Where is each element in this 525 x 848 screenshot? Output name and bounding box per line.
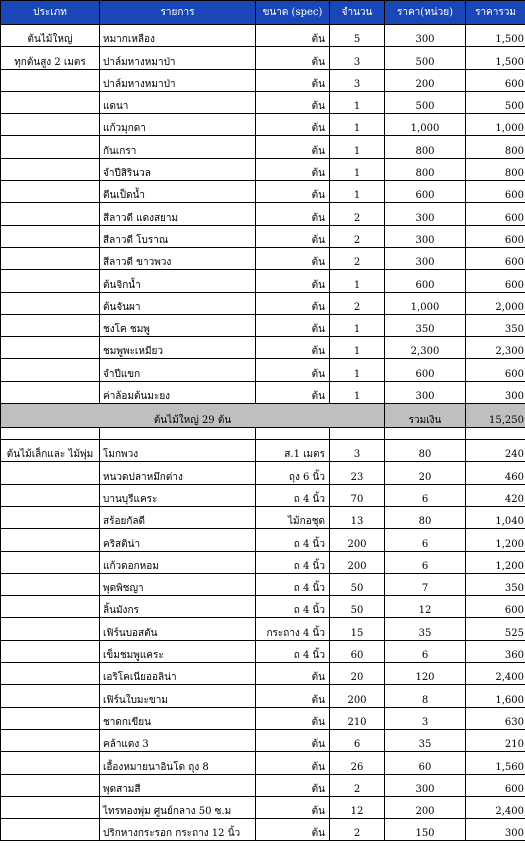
category-cell [1, 774, 100, 796]
table-row [1, 314, 525, 336]
table-row [1, 181, 525, 203]
total-cell: 1,560 [466, 752, 525, 774]
qty-cell: 2 [330, 774, 385, 796]
total-cell: 360 [466, 640, 525, 662]
item-cell: ปาล์มหางหมาป่า [100, 69, 256, 91]
header-item: รายการ [100, 1, 256, 25]
total-cell: 420 [466, 484, 525, 506]
unit-price-cell: 35 [385, 729, 466, 751]
unit-price-cell: 35 [385, 618, 466, 640]
item-cell: แก้วมุกดา [100, 114, 256, 136]
unit-price-cell: 7 [385, 573, 466, 595]
table-row [1, 359, 525, 381]
item-cell: คล้าแดง 3 [100, 729, 256, 751]
qty-cell: 15 [330, 618, 385, 640]
spacer-row [1, 428, 525, 440]
category-cell [1, 69, 100, 91]
spec-cell: ต้น [256, 158, 330, 180]
item-cell: กันเกรา [100, 136, 256, 158]
category-cell [1, 225, 100, 247]
spec-cell: ต้น [256, 381, 330, 403]
spacer-cell [466, 428, 525, 440]
category-cell [1, 551, 100, 573]
total-cell: 1,600 [466, 685, 525, 707]
table-row [1, 47, 525, 69]
qty-cell: 23 [330, 462, 385, 484]
table-row [1, 707, 525, 729]
unit-price-cell: 500 [385, 47, 466, 69]
unit-price-cell: 60 [385, 752, 466, 774]
table-row [1, 292, 525, 314]
table-row [1, 337, 525, 359]
total-cell: 600 [466, 359, 525, 381]
total-cell: 600 [466, 596, 525, 618]
category-cell [1, 158, 100, 180]
total-cell: 600 [466, 181, 525, 203]
item-cell: ค่าล้อมต้นมะยง [100, 381, 256, 403]
category-cell [1, 819, 100, 841]
category-cell [1, 663, 100, 685]
qty-cell: 1 [330, 314, 385, 336]
unit-price-cell: 80 [385, 506, 466, 528]
item-cell: สีลาวดี ขาวพวง [100, 247, 256, 269]
qty-cell: 5 [330, 25, 385, 47]
header-spec: ขนาด (spec) [256, 1, 330, 25]
spec-cell: ถ 4 นิ้ว [256, 596, 330, 618]
header-row [1, 1, 525, 25]
category-cell [1, 462, 100, 484]
unit-price-cell: 300 [385, 381, 466, 403]
header-unit-price: ราคา(หน่วย) [385, 1, 466, 25]
category-cell [1, 114, 100, 136]
table-row [1, 440, 525, 462]
item-cell: สีลาวดี โบราณ [100, 225, 256, 247]
total-cell: 350 [466, 573, 525, 595]
table-row [1, 729, 525, 751]
spec-cell: ถ 4 นิ้ว [256, 640, 330, 662]
total-cell: 600 [466, 270, 525, 292]
qty-cell: 60 [330, 640, 385, 662]
unit-price-cell: 80 [385, 440, 466, 462]
qty-cell: 3 [330, 69, 385, 91]
spec-cell: ต้น [256, 25, 330, 47]
spacer-cell [100, 428, 256, 440]
unit-price-cell: 6 [385, 484, 466, 506]
item-cell: จำปีสิรินวล [100, 158, 256, 180]
total-cell: 525 [466, 618, 525, 640]
item-cell: สร้อยกัลดี [100, 506, 256, 528]
category-cell [1, 484, 100, 506]
spec-cell: ต้น [256, 337, 330, 359]
qty-cell: 13 [330, 506, 385, 528]
spec-cell: ต้น [256, 685, 330, 707]
spec-cell: กระถาง 4 นิ้ว [256, 618, 330, 640]
total-cell: 800 [466, 158, 525, 180]
unit-price-cell: 6 [385, 529, 466, 551]
total-cell: 600 [466, 69, 525, 91]
table-row [1, 69, 525, 91]
category-cell [1, 707, 100, 729]
total-cell: 600 [466, 247, 525, 269]
category-cell [1, 314, 100, 336]
spacer-cell [1, 428, 100, 440]
table-row [1, 381, 525, 403]
table-row [1, 618, 525, 640]
unit-price-cell: 300 [385, 225, 466, 247]
qty-cell: 200 [330, 551, 385, 573]
spec-cell: ถุง 6 นิ้ว [256, 462, 330, 484]
category-cell [1, 270, 100, 292]
table-row [1, 685, 525, 707]
header-total: ราคารวม [466, 1, 525, 25]
qty-cell: 3 [330, 47, 385, 69]
unit-price-cell: 300 [385, 25, 466, 47]
total-cell: 630 [466, 707, 525, 729]
table-row [1, 203, 525, 225]
qty-cell: 26 [330, 752, 385, 774]
total-cell: 1,500 [466, 25, 525, 47]
spec-cell: ต้น [256, 359, 330, 381]
spec-cell: ต้น [256, 136, 330, 158]
item-cell: ปาล์มหางหมาป่า [100, 47, 256, 69]
item-cell: จำปีแขก [100, 359, 256, 381]
item-cell: ต้นจันผา [100, 292, 256, 314]
total-cell: 500 [466, 91, 525, 113]
spec-cell: ต้น [256, 203, 330, 225]
item-cell: ไทรทองพุ่ม ศูนย์กลาง 50 ซ.ม [100, 796, 256, 818]
unit-price-cell: 300 [385, 774, 466, 796]
item-cell: ชงโค ชมพู [100, 314, 256, 336]
qty-cell: 50 [330, 596, 385, 618]
total-cell: 300 [466, 819, 525, 841]
item-cell: พุดสามสี [100, 774, 256, 796]
table-row [1, 484, 525, 506]
table-row [1, 25, 525, 47]
qty-cell: 1 [330, 91, 385, 113]
unit-price-cell: 6 [385, 640, 466, 662]
category-cell [1, 203, 100, 225]
category-cell [1, 247, 100, 269]
category-cell: ต้นไม้ใหญ่ [1, 25, 100, 47]
spec-cell: ส.1 เมตร [256, 440, 330, 462]
category-cell [1, 359, 100, 381]
item-cell: ตีนเป็ดน้ำ [100, 181, 256, 203]
spec-cell: ต้น [256, 752, 330, 774]
unit-price-cell: 2,300 [385, 337, 466, 359]
unit-price-cell: 600 [385, 181, 466, 203]
spec-cell: ถ 4 นิ้ว [256, 573, 330, 595]
qty-cell: 2 [330, 203, 385, 225]
header-qty: จำนวน [330, 1, 385, 25]
total-cell: 1,500 [466, 47, 525, 69]
spec-cell: ต้น [256, 819, 330, 841]
qty-cell: 3 [330, 440, 385, 462]
qty-cell: 1 [330, 270, 385, 292]
item-cell: ลิ้นมังกร [100, 596, 256, 618]
category-cell [1, 506, 100, 528]
unit-price-cell: 600 [385, 359, 466, 381]
qty-cell: 12 [330, 796, 385, 818]
item-cell: ต้นจิกน้ำ [100, 270, 256, 292]
unit-price-cell: 600 [385, 270, 466, 292]
sum-value: 15,250 [466, 404, 525, 428]
total-cell: 600 [466, 225, 525, 247]
item-cell: เอื้องหมายนาอินโด ถุง 8 [100, 752, 256, 774]
unit-price-cell: 800 [385, 136, 466, 158]
spacer-cell [330, 428, 385, 440]
table-row [1, 819, 525, 841]
total-cell: 1,000 [466, 114, 525, 136]
total-cell: 210 [466, 729, 525, 751]
sum-label: รวมเงิน [385, 404, 466, 428]
qty-cell: 1 [330, 158, 385, 180]
spec-cell: ถ 4 นิ้ว [256, 484, 330, 506]
total-cell: 600 [466, 203, 525, 225]
qty-cell: 20 [330, 663, 385, 685]
unit-price-cell: 150 [385, 819, 466, 841]
spec-cell: ต้น [256, 114, 330, 136]
item-cell: คริสติน่า [100, 529, 256, 551]
table-row [1, 529, 525, 551]
spec-cell: ต้น [256, 69, 330, 91]
category-cell [1, 573, 100, 595]
item-cell: หนวดปลาหมึกด่าง [100, 462, 256, 484]
spec-cell: ต้น [256, 270, 330, 292]
item-cell: แดนา [100, 91, 256, 113]
spec-cell: ต้น [256, 796, 330, 818]
qty-cell: 1 [330, 381, 385, 403]
table-row [1, 752, 525, 774]
unit-price-cell: 1,000 [385, 292, 466, 314]
total-cell: 2,400 [466, 796, 525, 818]
item-cell: ปริกหางกระรอก กระถาง 12 นิ้ว [100, 819, 256, 841]
item-cell: เข็มชมพูแคระ [100, 640, 256, 662]
total-cell: 2,000 [466, 292, 525, 314]
item-cell: สีลาวดี แดงสยาม [100, 203, 256, 225]
item-cell: ชาดกเขียน [100, 707, 256, 729]
total-cell: 2,300 [466, 337, 525, 359]
item-cell: บานบุรีแคระ [100, 484, 256, 506]
category-cell [1, 136, 100, 158]
table-row [1, 247, 525, 269]
category-cell [1, 796, 100, 818]
category-cell [1, 596, 100, 618]
unit-price-cell: 500 [385, 91, 466, 113]
table-row [1, 596, 525, 618]
spec-cell: ต้น [256, 707, 330, 729]
total-cell: 350 [466, 314, 525, 336]
table-row [1, 225, 525, 247]
item-cell: โมกพวง [100, 440, 256, 462]
qty-cell: 1 [330, 181, 385, 203]
qty-cell: 70 [330, 484, 385, 506]
spec-cell: ต้น [256, 663, 330, 685]
category-cell [1, 640, 100, 662]
table-row [1, 640, 525, 662]
category-cell [1, 292, 100, 314]
qty-cell: 1 [330, 136, 385, 158]
table-row [1, 114, 525, 136]
spec-cell: ต้น [256, 181, 330, 203]
category-cell [1, 91, 100, 113]
qty-cell: 2 [330, 819, 385, 841]
qty-cell: 200 [330, 529, 385, 551]
qty-cell: 2 [330, 225, 385, 247]
category-cell [1, 529, 100, 551]
category-cell [1, 381, 100, 403]
table-row [1, 774, 525, 796]
total-cell: 1,040 [466, 506, 525, 528]
category-cell [1, 337, 100, 359]
unit-price-cell: 6 [385, 551, 466, 573]
spec-cell: ต้น [256, 314, 330, 336]
qty-cell: 1 [330, 114, 385, 136]
spec-cell: ต้น [256, 47, 330, 69]
total-cell: 300 [466, 381, 525, 403]
qty-cell: 2 [330, 292, 385, 314]
table-row [1, 136, 525, 158]
total-cell: 1,200 [466, 551, 525, 573]
spacer-cell [256, 428, 330, 440]
item-cell: เฟิร์นบอสตัน [100, 618, 256, 640]
unit-price-cell: 120 [385, 663, 466, 685]
item-cell: หมากเหลือง [100, 25, 256, 47]
qty-cell: 50 [330, 573, 385, 595]
unit-price-cell: 300 [385, 247, 466, 269]
category-cell [1, 618, 100, 640]
category-cell: ต้นไม้เล็กและ ไม้พุ่ม [1, 440, 100, 462]
qty-cell: 2 [330, 247, 385, 269]
table-row [1, 462, 525, 484]
unit-price-cell: 200 [385, 69, 466, 91]
unit-price-cell: 8 [385, 685, 466, 707]
table-row [1, 663, 525, 685]
spec-cell: ต้น [256, 292, 330, 314]
unit-price-cell: 350 [385, 314, 466, 336]
unit-price-cell: 12 [385, 596, 466, 618]
total-cell: 800 [466, 136, 525, 158]
spec-cell: ต้น [256, 774, 330, 796]
total-cell: 240 [466, 440, 525, 462]
qty-cell: 1 [330, 359, 385, 381]
item-cell: เฟิร์นใบมะขาม [100, 685, 256, 707]
table-row [1, 573, 525, 595]
unit-price-cell: 300 [385, 203, 466, 225]
table-row [1, 506, 525, 528]
total-cell: 460 [466, 462, 525, 484]
unit-price-cell: 1,000 [385, 114, 466, 136]
category-cell [1, 685, 100, 707]
total-cell: 1,200 [466, 529, 525, 551]
table-row [1, 91, 525, 113]
qty-cell: 200 [330, 685, 385, 707]
category-cell: ทุกต้นสูง 2 เมตร [1, 47, 100, 69]
qty-cell: 1 [330, 337, 385, 359]
spec-cell: ไม้กอชุด [256, 506, 330, 528]
item-cell: เอริโคเนียออลิน่า [100, 663, 256, 685]
unit-price-cell: 3 [385, 707, 466, 729]
table-row [1, 270, 525, 292]
unit-price-cell: 200 [385, 796, 466, 818]
category-cell [1, 181, 100, 203]
category-cell [1, 729, 100, 751]
item-cell: ชมพูพะเหมียว [100, 337, 256, 359]
unit-price-cell: 20 [385, 462, 466, 484]
item-cell: พุดพิชญา [100, 573, 256, 595]
qty-cell: 210 [330, 707, 385, 729]
total-cell: 600 [466, 774, 525, 796]
spec-cell: ถ 4 นิ้ว [256, 551, 330, 573]
spec-cell: ต้น [256, 91, 330, 113]
table-row [1, 796, 525, 818]
header-type: ประเภท [1, 1, 100, 25]
spacer-cell [385, 428, 466, 440]
table-row [1, 158, 525, 180]
item-cell: แก้วดอกหอม [100, 551, 256, 573]
table-row [1, 551, 525, 573]
spec-cell: ต้น [256, 225, 330, 247]
spec-cell: ถ 4 นิ้ว [256, 529, 330, 551]
category-cell [1, 752, 100, 774]
qty-cell: 6 [330, 729, 385, 751]
unit-price-cell: 800 [385, 158, 466, 180]
subtotal-label: ต้นไม้ใหญ่ 29 ต้น [1, 404, 385, 428]
total-cell: 2,400 [466, 663, 525, 685]
subtotal-row [1, 404, 525, 428]
spec-cell: ต้น [256, 729, 330, 751]
spec-cell: ต้น [256, 247, 330, 269]
